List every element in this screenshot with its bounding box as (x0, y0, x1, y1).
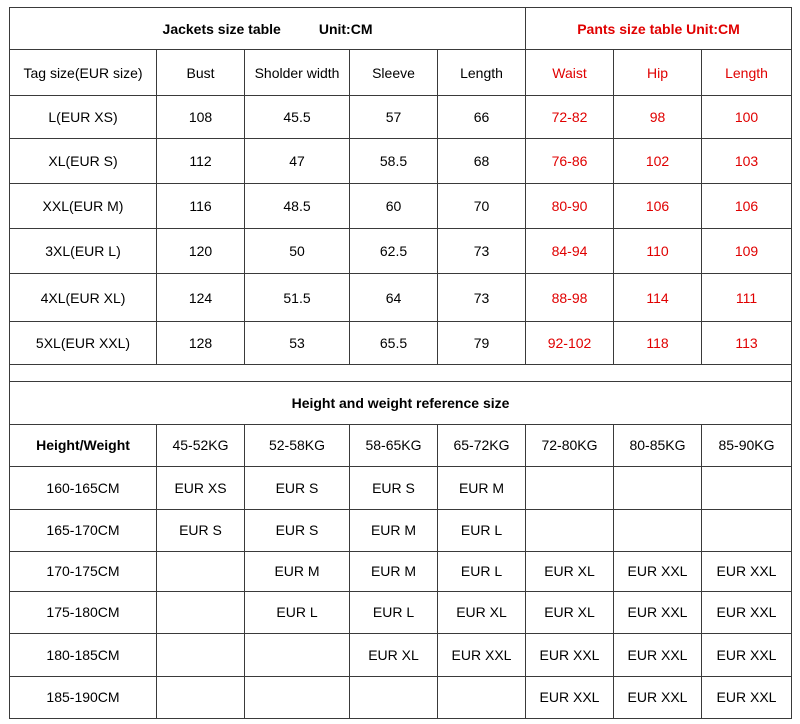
reference-row (10, 551, 792, 591)
reference-size-cell: EUR L (438, 509, 526, 551)
jackets-title: Jackets size table (162, 20, 281, 37)
pants-value-cell: 100 (702, 96, 792, 139)
jacket-value-cell: 68 (438, 139, 526, 184)
height-range-cell: 180-185CM (10, 633, 157, 676)
reference-size-cell (157, 676, 245, 718)
weight-header-cell: 65-72KG (438, 424, 526, 466)
jacket-value-cell: 73 (438, 229, 526, 274)
jacket-value-cell: 108 (157, 96, 245, 139)
pants-value-cell: 118 (614, 322, 702, 365)
title-row (10, 8, 792, 50)
jacket-value-cell: 47 (245, 139, 350, 184)
reference-row (10, 591, 792, 633)
reference-size-cell (245, 676, 350, 718)
reference-title: Height and weight reference size (10, 382, 792, 424)
reference-size-cell: EUR M (350, 551, 438, 591)
size-chart-body (10, 8, 792, 719)
jacket-value-cell: 45.5 (245, 96, 350, 139)
pants-value-cell: 103 (702, 139, 792, 184)
header-shoulder-width: Sholder width (245, 50, 350, 96)
reference-size-cell: EUR XL (438, 591, 526, 633)
size-row (10, 322, 792, 365)
reference-row (10, 509, 792, 551)
reference-header-row (10, 424, 792, 466)
pants-value-cell: 106 (614, 184, 702, 229)
reference-size-cell: EUR XL (526, 591, 614, 633)
pants-value-cell: 114 (614, 274, 702, 322)
reference-size-cell: EUR XXL (614, 591, 702, 633)
jacket-value-cell: 112 (157, 139, 245, 184)
reference-size-cell (614, 509, 702, 551)
height-range-cell: 175-180CM (10, 591, 157, 633)
jacket-value-cell: 50 (245, 229, 350, 274)
jacket-value-cell: 120 (157, 229, 245, 274)
header-sleeve: Sleeve (350, 50, 438, 96)
jacket-value-cell: 65.5 (350, 322, 438, 365)
reference-size-cell: EUR S (245, 466, 350, 509)
jacket-value-cell: 66 (438, 96, 526, 139)
tag-size-cell: L(EUR XS) (10, 96, 157, 139)
reference-size-cell (350, 676, 438, 718)
jacket-value-cell: 73 (438, 274, 526, 322)
weight-header-cell: 72-80KG (526, 424, 614, 466)
height-range-cell: 160-165CM (10, 466, 157, 509)
jacket-value-cell: 64 (350, 274, 438, 322)
reference-size-cell: EUR XXL (526, 633, 614, 676)
jacket-value-cell: 70 (438, 184, 526, 229)
pants-title: Pants size table Unit:CM (526, 8, 792, 50)
reference-size-cell (614, 466, 702, 509)
tag-size-cell: XL(EUR S) (10, 139, 157, 184)
pants-value-cell: 84-94 (526, 229, 614, 274)
reference-size-cell: EUR XS (157, 466, 245, 509)
reference-size-cell: EUR L (350, 591, 438, 633)
tag-size-cell: 3XL(EUR L) (10, 229, 157, 274)
height-range-cell: 185-190CM (10, 676, 157, 718)
spacer-row (10, 365, 792, 382)
tag-size-cell: XXL(EUR M) (10, 184, 157, 229)
size-row (10, 96, 792, 139)
reference-size-cell (157, 633, 245, 676)
jackets-unit: Unit:CM (318, 20, 373, 37)
jacket-value-cell: 53 (245, 322, 350, 365)
reference-row (10, 676, 792, 718)
pants-value-cell: 72-82 (526, 96, 614, 139)
reference-size-cell: EUR M (350, 509, 438, 551)
reference-size-cell: EUR L (245, 591, 350, 633)
pants-value-cell: 92-102 (526, 322, 614, 365)
reference-row (10, 633, 792, 676)
reference-size-cell: EUR XXL (702, 551, 792, 591)
reference-size-cell (245, 633, 350, 676)
reference-size-cell: EUR XXL (614, 676, 702, 718)
reference-size-cell (702, 509, 792, 551)
header-tag-size: Tag size(EUR size) (10, 50, 157, 96)
reference-title-row (10, 382, 792, 424)
pants-value-cell: 110 (614, 229, 702, 274)
reference-size-cell: EUR S (350, 466, 438, 509)
header-bust: Bust (157, 50, 245, 96)
pants-value-cell: 76-86 (526, 139, 614, 184)
header-waist: Waist (526, 50, 614, 96)
reference-size-cell (526, 466, 614, 509)
pants-value-cell: 102 (614, 139, 702, 184)
reference-size-cell: EUR XXL (702, 676, 792, 718)
reference-size-cell: EUR XXL (438, 633, 526, 676)
pants-value-cell: 88-98 (526, 274, 614, 322)
jacket-value-cell: 124 (157, 274, 245, 322)
reference-size-cell: EUR XXL (702, 591, 792, 633)
jacket-value-cell: 48.5 (245, 184, 350, 229)
reference-size-cell: EUR M (438, 466, 526, 509)
reference-size-cell: EUR XXL (526, 676, 614, 718)
reference-size-cell (157, 591, 245, 633)
jacket-value-cell: 79 (438, 322, 526, 365)
reference-row (10, 466, 792, 509)
header-jacket-length: Length (438, 50, 526, 96)
pants-value-cell: 98 (614, 96, 702, 139)
weight-header-cell: 52-58KG (245, 424, 350, 466)
size-row (10, 229, 792, 274)
reference-size-cell: EUR XL (526, 551, 614, 591)
pants-value-cell: 106 (702, 184, 792, 229)
size-row (10, 139, 792, 184)
size-header-row (10, 50, 792, 96)
jackets-title-cell (10, 8, 526, 50)
height-weight-corner: Height/Weight (10, 424, 157, 466)
tag-size-cell: 5XL(EUR XXL) (10, 322, 157, 365)
header-pants-length: Length (702, 50, 792, 96)
weight-header-cell: 85-90KG (702, 424, 792, 466)
tag-size-cell: 4XL(EUR XL) (10, 274, 157, 322)
jacket-value-cell: 62.5 (350, 229, 438, 274)
size-row (10, 274, 792, 322)
jacket-value-cell: 51.5 (245, 274, 350, 322)
spacer-cell (10, 365, 792, 382)
size-chart-table (9, 7, 792, 719)
jacket-value-cell: 60 (350, 184, 438, 229)
pants-value-cell: 111 (702, 274, 792, 322)
reference-size-cell: EUR L (438, 551, 526, 591)
jacket-value-cell: 128 (157, 322, 245, 365)
reference-size-cell (157, 551, 245, 591)
reference-size-cell (526, 509, 614, 551)
reference-size-cell (438, 676, 526, 718)
weight-header-cell: 80-85KG (614, 424, 702, 466)
reference-size-cell: EUR S (157, 509, 245, 551)
jacket-value-cell: 58.5 (350, 139, 438, 184)
weight-header-cell: 45-52KG (157, 424, 245, 466)
jacket-value-cell: 116 (157, 184, 245, 229)
size-row (10, 184, 792, 229)
reference-size-cell: EUR XXL (702, 633, 792, 676)
pants-value-cell: 109 (702, 229, 792, 274)
jacket-value-cell: 57 (350, 96, 438, 139)
reference-size-cell: EUR XL (350, 633, 438, 676)
reference-size-cell: EUR XXL (614, 551, 702, 591)
reference-size-cell (702, 466, 792, 509)
reference-size-cell: EUR S (245, 509, 350, 551)
height-range-cell: 170-175CM (10, 551, 157, 591)
pants-value-cell: 80-90 (526, 184, 614, 229)
reference-size-cell: EUR M (245, 551, 350, 591)
pants-value-cell: 113 (702, 322, 792, 365)
header-hip: Hip (614, 50, 702, 96)
weight-header-cell: 58-65KG (350, 424, 438, 466)
height-range-cell: 165-170CM (10, 509, 157, 551)
reference-size-cell: EUR XXL (614, 633, 702, 676)
